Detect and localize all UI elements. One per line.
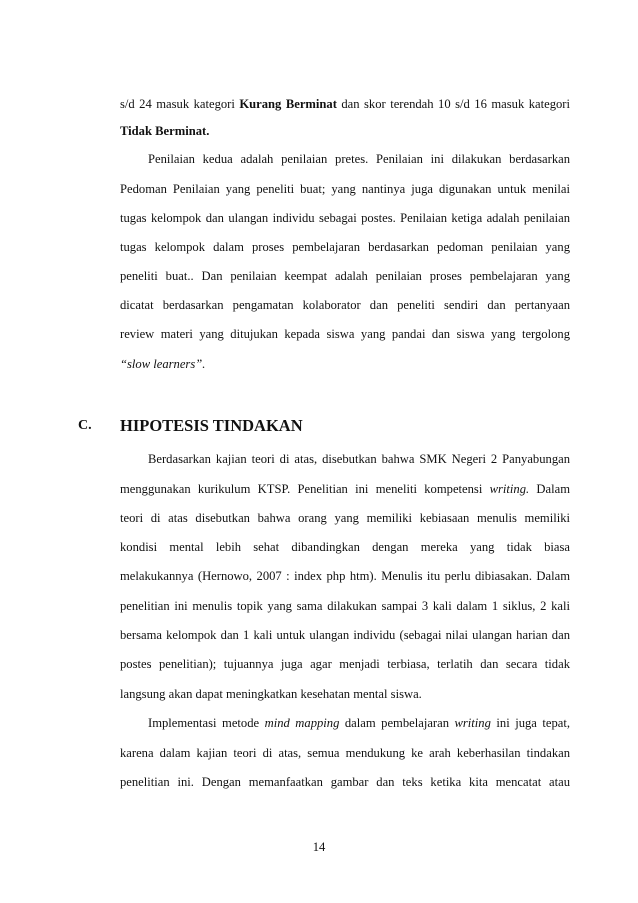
text-line: Implementasi metode mind mapping dalam pembelajaran writing ini juga tepat,	[148, 716, 571, 730]
text-line: menggunakan kurikulum KTSP. Penelitian ini meneliti kompetensi writing. Dalam	[120, 482, 570, 496]
text-line: Berdasarkan kajian teori di atas, disebutkan bahwa SMK Negeri 2 Panyabungan	[148, 452, 570, 466]
text-line: dicatat berdasarkan pengamatan kolaborator dan peneliti sendiri dan pertanyaan	[120, 298, 570, 312]
text-line: kondisi mental lebih sehat dibandingkan dengan mereka yang tidak biasa	[120, 540, 570, 554]
text-line: karena dalam kajian teori di atas, semua mendukung ke arah keberhasilan tindakan	[120, 746, 570, 760]
text-line: review materi yang ditujukan kepada siswa yang pandai dan siswa yang tergolong	[120, 327, 570, 341]
page-number: 14	[312, 840, 326, 854]
text-line: langsung akan dapat meningkatkan kesehatan mental siswa.	[120, 687, 422, 701]
text-line: bersama kelompok dan 1 kali untuk ulangan individu (sebagai nilai ulangan harian dan	[120, 628, 570, 642]
section-letter: C.	[78, 418, 92, 433]
text-line: s/d 24 masuk kategori Kurang Berminat dan skor terendah 10 s/d 16 masuk kategori	[120, 97, 570, 111]
section-title: HIPOTESIS TINDAKAN	[120, 416, 303, 435]
text-line: teori di atas disebutkan bahwa orang yang memiliki kebiasaan menulis memiliki	[120, 511, 570, 525]
text-line: penelitian ini menulis topik yang sama dilakukan sampai 3 kali dalam 1 siklus, 2 kali	[120, 599, 570, 613]
text-line: tugas kelompok dan ulangan individu sebagai postes. Penilaian ketiga adalah penilaian	[120, 211, 570, 225]
text-line: Penilaian kedua adalah penilaian pretes. Penilaian ini dilakukan berdasarkan	[148, 152, 570, 166]
text-line: “slow learners”.	[120, 357, 206, 371]
text-line: Pedoman Penilaian yang peneliti buat; yang nantinya juga digunakan untuk menilai	[120, 182, 570, 196]
text-line: Tidak Berminat.	[120, 124, 210, 138]
text-line: postes penelitian); tujuannya juga agar menjadi terbiasa, terlatih dan secara tidak	[120, 657, 570, 671]
text-line: melakukannya (Hernowo, 2007 : index php htm). Menulis itu perlu dibiasakan. Dalam	[120, 569, 570, 583]
text-line: tugas kelompok dalam proses pembelajaran berdasarkan pedoman penilaian yang	[120, 240, 570, 254]
text-line: peneliti buat.. Dan penilaian keempat adalah penilaian proses pembelajaran yang	[120, 269, 570, 283]
text-line: penelitian ini. Dengan memanfaatkan gambar dan teks ketika kita mencatat atau	[120, 775, 570, 789]
